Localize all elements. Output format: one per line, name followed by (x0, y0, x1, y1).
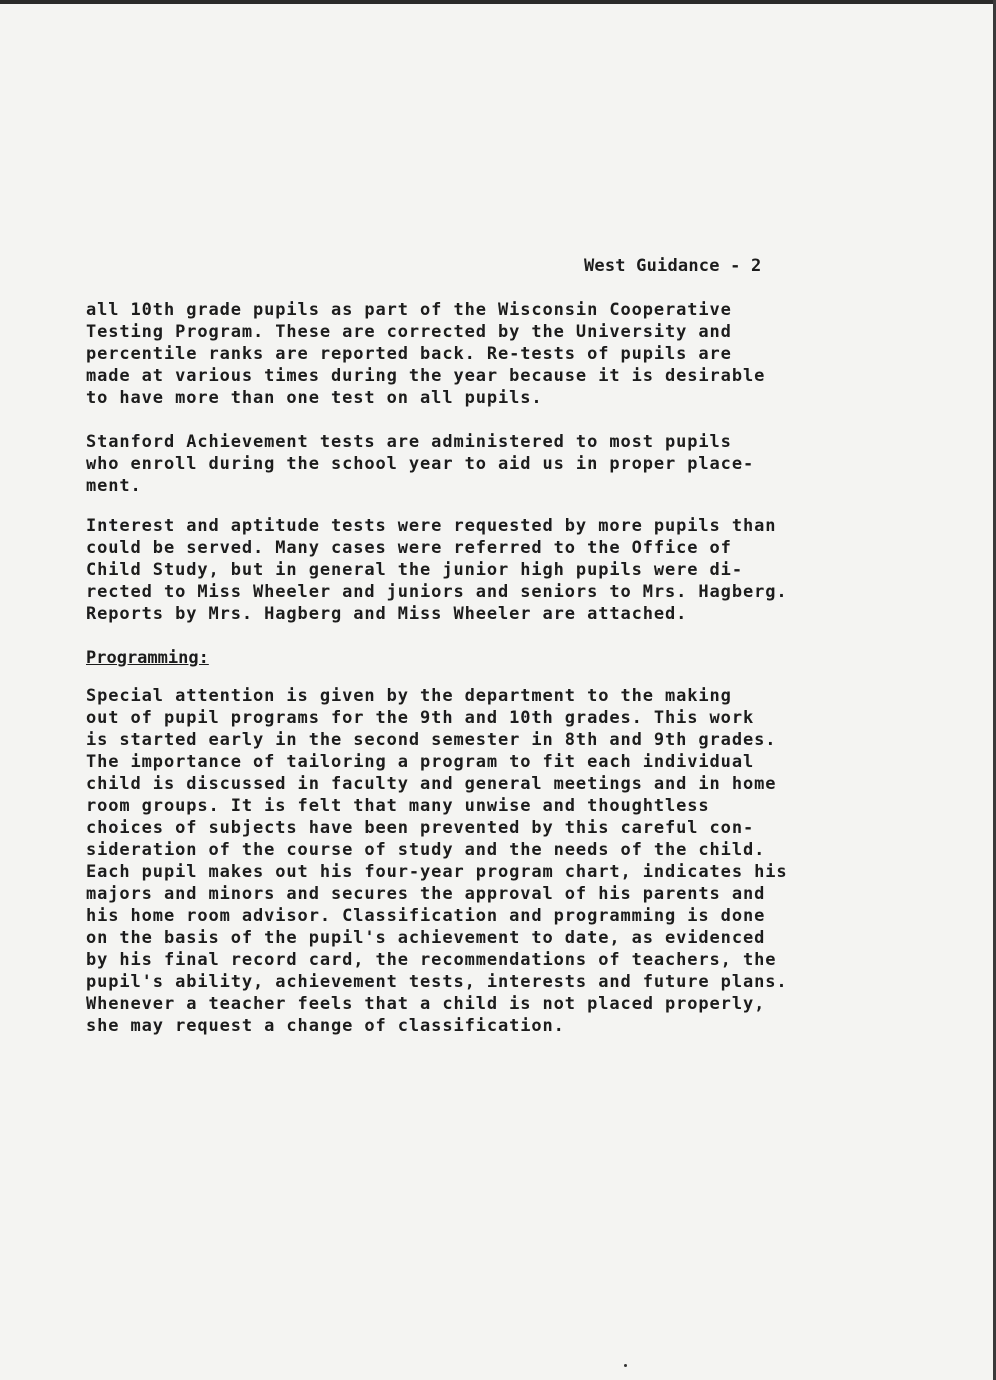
text-line: Testing Program. These are corrected by the University and (86, 322, 732, 342)
page-header: West Guidance - 2 (584, 256, 762, 276)
text-line: pupil's ability, achievement tests, interests and future plans. (86, 972, 788, 992)
text-line: choices of subjects have been prevented by this careful con- (86, 818, 755, 838)
text-line: child is discussed in faculty and general meetings and in home (86, 774, 777, 794)
text-line: is started early in the second semester in 8th and 9th grades. (86, 730, 777, 750)
text-line: rected to Miss Wheeler and juniors and seniors to Mrs. Hagberg. (86, 582, 788, 602)
text-line: who enroll during the school year to aid us in proper place- (86, 454, 755, 474)
text-line: Interest and aptitude tests were requested by more pupils than (86, 516, 777, 536)
text-line: to have more than one test on all pupils. (86, 388, 543, 408)
text-line: on the basis of the pupil's achievement to date, as evidenced (86, 928, 766, 948)
text-line: Reports by Mrs. Hagberg and Miss Wheeler are attached. (86, 604, 688, 624)
text-line: made at various times during the year because it is desirable (86, 366, 766, 386)
text-line: Stanford Achievement tests are administered to most pupils (86, 432, 732, 452)
text-line: room groups. It is felt that many unwise and thoughtless (86, 796, 710, 816)
text-line: The importance of tailoring a program to fit each individual (86, 752, 755, 772)
text-line: she may request a change of classification. (86, 1016, 565, 1036)
text-line: all 10th grade pupils as part of the Wisconsin Cooperative (86, 300, 732, 320)
text-line: Whenever a teacher feels that a child is not placed properly, (86, 994, 766, 1014)
text-line: majors and minors and secures the approval of his parents and (86, 884, 766, 904)
paper-speck (624, 1364, 627, 1367)
text-line: percentile ranks are reported back. Re-tests of pupils are (86, 344, 732, 364)
text-line: sideration of the course of study and the needs of the child. (86, 840, 766, 860)
text-line: ment. (86, 476, 142, 496)
text-line: his home room advisor. Classification and programming is done (86, 906, 766, 926)
text-line: out of pupil programs for the 9th and 10th grades. This work (86, 708, 755, 728)
text-line: Child Study, but in general the junior high pupils were di- (86, 560, 743, 580)
text-line: could be served. Many cases were referred to the Office of (86, 538, 732, 558)
text-line: Each pupil makes out his four-year program chart, indicates his (86, 862, 788, 882)
text-line: Special attention is given by the department to the making (86, 686, 732, 706)
text-line: by his final record card, the recommendations of teachers, the (86, 950, 777, 970)
section-heading-programming: Programming: (86, 648, 209, 668)
